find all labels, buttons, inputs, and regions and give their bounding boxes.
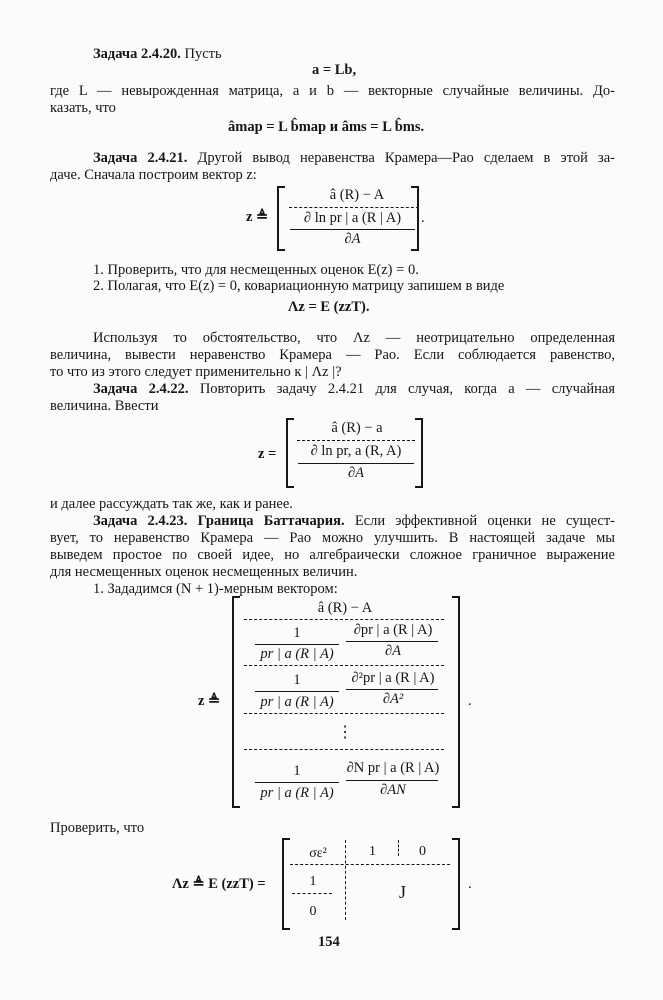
fraction-line-3b — [346, 641, 438, 642]
fraction-line-3f — [346, 780, 438, 781]
equation-a-lb: a = Lb, — [312, 62, 357, 78]
problem-2-4-23-heading: Задача 2.4.23. — [93, 513, 188, 529]
matrix-col1-zero: 0 — [309, 904, 317, 919]
fraction-line-2 — [298, 463, 414, 464]
problem-2-4-23-title: Граница Баттачария. — [197, 513, 345, 529]
right-bracket-1 — [411, 186, 419, 251]
matrix-row1-zero: 0 — [419, 844, 426, 859]
problem-2-4-23-text-2: вует, то неравенство Крамера — Рао можно улучшить. В настоящей задаче мы — [50, 530, 615, 546]
problem-2-4-21-line-1 — [93, 150, 615, 167]
fraction-line-1 — [290, 229, 415, 230]
left-bracket-2 — [286, 418, 294, 488]
row-1-derivative-numerator: ∂pr | a (R | A) — [353, 622, 433, 638]
problem-2-4-22-line-1 — [93, 381, 615, 398]
problem-2-4-23-text-1: Если эффективной оценки не сущест- — [354, 513, 616, 529]
row-1-one: 1 — [293, 625, 301, 641]
check-that-text: Проверить, что — [50, 820, 145, 836]
period-3: . — [468, 693, 472, 709]
problem-2-4-23-text-3: выведем простое по своей идее, но алгебраически сложное граничное выражение — [50, 547, 615, 563]
covariance-lambda-z: Λz = E (zzT). — [288, 299, 370, 315]
right-bracket-4 — [452, 838, 460, 930]
matrix-col1-divider — [292, 893, 332, 894]
problem-2-4-22-text-2: величина. Ввести — [50, 398, 159, 414]
row-2-pdf-denominator: pr | a (R | A) — [260, 694, 334, 710]
right-bracket-2 — [415, 418, 423, 488]
vector-z2-derivative-numerator: ∂ ln pr, a (R, A) — [310, 443, 402, 459]
problem-2-4-20-intro: Пусть — [184, 46, 222, 62]
row-n-one: 1 — [293, 763, 301, 779]
problem-2-4-23-line-1 — [93, 513, 615, 530]
row-2-derivative-numerator: ∂²pr | a (R | A) — [351, 670, 435, 686]
problem-2-4-21-item-1: 1. Проверить, что для несмещенных оценок E(z) = 0. — [93, 262, 419, 278]
equation-amap-ams: âmap = L b̂map и âms = L b̂ms. — [228, 119, 425, 135]
problem-2-4-20-text-2: казать, что — [50, 100, 116, 116]
right-bracket-3 — [452, 596, 460, 808]
row-n-derivative-numerator: ∂N pr | a (R | A) — [346, 760, 440, 776]
problem-2-4-21-para-1: Используя то обстоятельство, что Λz — неотрицательно определенная — [93, 330, 615, 346]
fraction-line-3c — [255, 691, 339, 692]
row-1-pdf-denominator: pr | a (R | A) — [260, 646, 334, 662]
problem-2-4-21-heading: Задача 2.4.21. — [93, 150, 188, 166]
problem-2-4-23-item-1: 1. Зададимся (N + 1)-мерным вектором: — [93, 581, 338, 597]
vector-z-derivative-denominator: ∂A — [344, 231, 361, 247]
problem-2-4-20-heading: Задача 2.4.20. — [93, 46, 181, 62]
vector-z-derivative-numerator: ∂ ln pr | a (R | A) — [303, 210, 402, 226]
row-2-one: 1 — [293, 672, 301, 688]
lambda-z-lhs: Λz ≜ E (zzT) = — [172, 876, 266, 892]
fraction-line-3d — [346, 689, 438, 690]
problem-2-4-22-text-1: Повторить задачу 2.4.21 для случая, когда a — случайная — [199, 381, 616, 397]
row-1-derivative-denominator: ∂A — [384, 643, 402, 659]
problem-2-4-22-after: и далее рассуждать так же, как и ранее. — [50, 496, 293, 512]
left-bracket-4 — [282, 838, 290, 930]
fraction-line-3a — [255, 644, 339, 645]
vector-z2-top-entry: â (R) − a — [331, 420, 383, 436]
row-n-derivative-denominator: ∂AN — [380, 782, 406, 798]
dashed-separator-1 — [289, 207, 419, 208]
dashed-separator-3b — [244, 665, 444, 666]
matrix-row1-one: 1 — [369, 844, 376, 859]
period-4: . — [468, 876, 472, 892]
problem-2-4-21-text-1: Другой вывод неравенства Крамера—Рао сделаем в этой за- — [197, 150, 616, 166]
problem-2-4-20-heading-line — [93, 46, 222, 63]
matrix-col1-one: 1 — [309, 874, 317, 889]
matrix-j-block: J — [398, 882, 406, 902]
problem-2-4-22-heading: Задача 2.4.22. — [93, 381, 189, 397]
dashed-separator-2 — [297, 440, 415, 441]
page-number: 154 — [318, 934, 340, 950]
vertical-ellipsis: ⋮ — [337, 724, 353, 741]
row-2-derivative-denominator: ∂A² — [382, 691, 404, 707]
bhattacharyya-row-0: â (R) − A — [317, 600, 373, 616]
matrix-vertical-divider — [345, 840, 346, 920]
matrix-horizontal-divider — [290, 864, 450, 865]
problem-2-4-20-text-1: где L — невырожденная матрица, a и b — векторные случайные величины. До- — [50, 83, 615, 99]
left-bracket-3 — [232, 596, 240, 808]
matrix-sigma-entry: σε² — [309, 846, 327, 861]
vector-z-lhs-3: z ≜ — [198, 693, 221, 709]
dashed-separator-3a — [244, 619, 444, 620]
left-bracket-1 — [277, 186, 285, 251]
problem-2-4-21-item-2: 2. Полагая, что E(z) = 0, ковариационную матрицу запишем в виде — [93, 278, 505, 294]
vector-z-lhs-2: z = — [258, 446, 277, 462]
row-n-pdf-denominator: pr | a (R | A) — [260, 785, 334, 801]
period-1: . — [421, 210, 425, 226]
problem-2-4-21-para-3: то что из этого следует применительно к | Λz |? — [50, 364, 342, 380]
vector-z-lhs-1: z ≜ — [246, 209, 269, 225]
problem-2-4-21-text-2: даче. Сначала построим вектор z: — [50, 167, 257, 183]
dashed-separator-3d — [244, 749, 444, 750]
vector-z-top-entry: â (R) − A — [329, 187, 385, 203]
problem-2-4-23-text-4: для несмещенных оценок несмещенных величин. — [50, 564, 358, 580]
vector-z2-derivative-denominator: ∂A — [347, 465, 365, 481]
fraction-line-3e — [255, 782, 339, 783]
dashed-separator-3c — [244, 713, 444, 714]
problem-2-4-21-para-2: величина, вывести неравенство Крамера — Рао. Если соблюдается равенство, — [50, 347, 615, 363]
matrix-row1-divider — [398, 840, 399, 856]
